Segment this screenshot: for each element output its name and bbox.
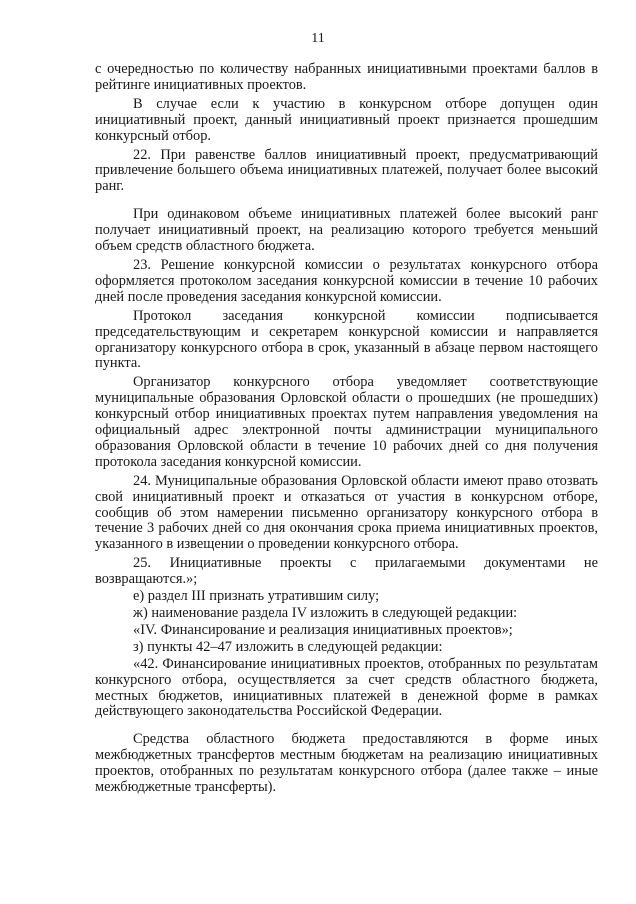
paragraph: 25. Инициативные проекты с прилагаемыми документами не возвращаются.»; (95, 555, 598, 588)
paragraph: з) пункты 42–47 изложить в следующей редакции: (133, 638, 443, 655)
page-number: 11 (311, 31, 325, 46)
paragraph: 24. Муниципальные образования Орловской области имеют право отозвать свой инициативный проект и отказаться от участия в конкурсном отборе, сообщив об этом намерении письменно организатору конкурсного отбора в течение 3 рабочих дней со дня окончания срока приема инициативных проектов, указанного в извещении о проведении конкурсного отбора. (95, 472, 598, 553)
paragraph: е) раздел III признать утратившим силу; (133, 588, 380, 605)
paragraph: При одинаковом объеме инициативных платежей более высокий ранг получает инициативный проект, на реализацию которого требуется меньший объем средств областного бюджета. (95, 206, 598, 255)
paragraph: Организатор конкурсного отбора уведомляет соответствующие муниципальные образования Орловской области о прошедших (не прошедших) конкурсный отбор инициативных проектах путем направления уведомления на официальный адрес электронной почты администрации муниципального образования Орловской области в течение 10 рабочих дней со дня получения протокола заседания конкурсной комиссии. (95, 374, 598, 470)
paragraph: ж) наименование раздела IV изложить в следующей редакции: (133, 605, 518, 621)
paragraph: «42. Финансирование инициативных проектов, отобранных по результатам конкурсного отбора, осуществляется за счет средств областного бюджета, местных бюджетов, инициативных платежей в денежной форме в рамках действующего законодательства Российской Федерации. (95, 655, 598, 720)
paragraph: с очередностью по количеству набранных инициативными проектами баллов в рейтинге инициативных проектов. (95, 61, 598, 93)
paragraph: В случае если к участию в конкурсном отборе допущен один инициативный проект, данный инициативный проект признается прошедшим конкурсный отбор. (95, 95, 598, 144)
paragraph: Средства областного бюджета предоставляются в форме иных межбюджетных трансфертов местным бюджетам на реализацию инициативных проектов, отобранных по результатам конкурсного отбора (далее также – иные межбюджетные трансферты). (95, 731, 598, 796)
paragraph: Протокол заседания конкурсной комиссии подписывается председательствующим и секретарем конкурсной комиссии и направляется организатору конкурсного отбора в срок, указанный в абзаце первом настоящего пункта. (95, 307, 598, 372)
document-body (95, 62, 598, 799)
paragraph: 23. Решение конкурсной комиссии о результатах конкурсного отбора оформляется протоколом заседания конкурсной комиссии в течение 10 рабочих дней после проведения заседания конкурсной комиссии. (95, 256, 598, 305)
paragraph: 22. При равенстве баллов инициативный проект, предусматривающий привлечение большего объема инициативных платежей, получает более высокий ранг. (95, 146, 598, 195)
paragraph: «IV. Финансирование и реализация инициативных проектов»; (133, 621, 513, 638)
